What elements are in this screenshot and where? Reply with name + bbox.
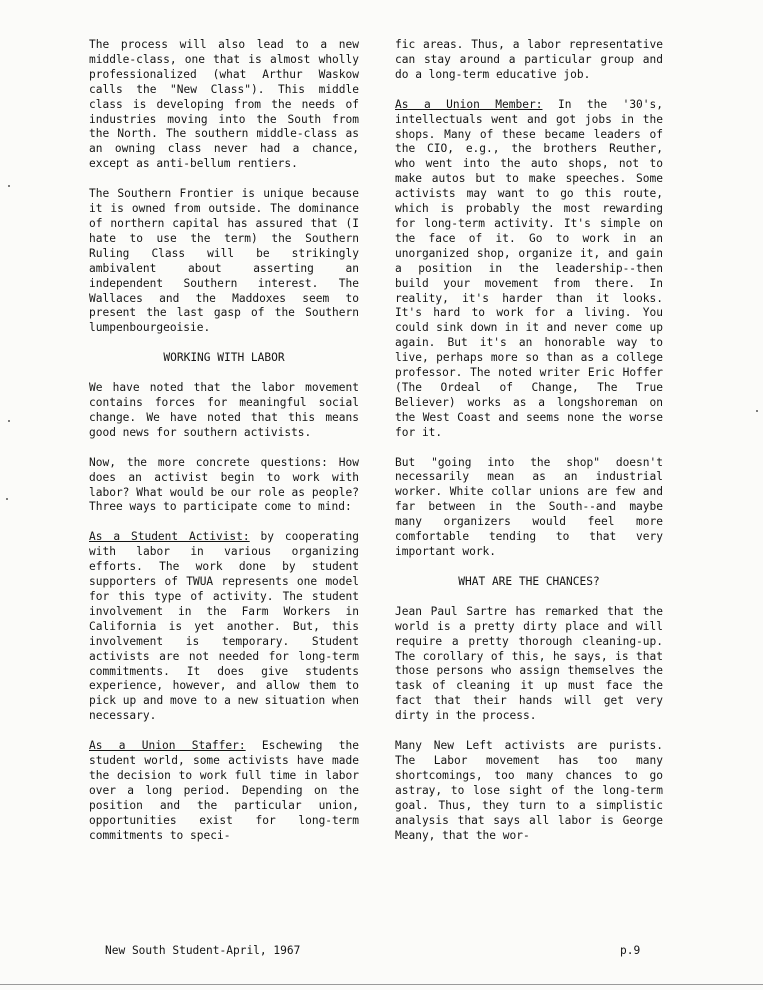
lead-union-member: As a Union Member: bbox=[395, 97, 543, 111]
scan-speck bbox=[756, 410, 758, 412]
lead-union-staffer: As a Union Staffer: bbox=[89, 739, 246, 753]
paragraph-going-into-shop: But "going into the shop" doesn't necessarily mean as an industrial worker. White collar unions are few and far between in the South--and maybe many organizers would feel more comfortable tending to that very important work. bbox=[395, 455, 663, 558]
left-column bbox=[89, 38, 359, 859]
body-union-staffer: Eschewing the student world, some activists have made the decision to work full time in labor over a long period. Depending on the position and the particular union, opportunities exist for long-term commitments to speci- bbox=[89, 739, 359, 842]
scan-speck bbox=[8, 185, 10, 187]
paragraph-labor-movement: We have noted that the labor movement contains forces for meaningful social change. We have noted that this means good news for southern activists. bbox=[89, 381, 359, 439]
paragraph-union-staffer bbox=[89, 739, 359, 843]
paragraph-new-left-purists: Many New Left activists are purists. The Labor movement has too many shortcomings, too many chances to go astray, to lose sight of the long-term goal. Thus, they turn to a simplistic analysis that says all labor is George Meany, that the wor- bbox=[395, 739, 663, 842]
section-heading-working-with-labor: WORKING WITH LABOR bbox=[163, 351, 285, 365]
right-column bbox=[395, 38, 663, 858]
paragraph-concrete-questions: Now, the more concrete questions: How does an activist begin to work with labor? What would be our role as people? Three ways to participate come to mind: bbox=[89, 455, 359, 514]
lead-student-activist: As a Student Activist: bbox=[89, 530, 250, 544]
paragraph-southern-frontier: The Southern Frontier is unique because it is owned from outside. The dominance of northern capital has assured that (I hate to use the term) the Southern Ruling Class will be strikingly ambivalent about asserting an independent Southern interest. The Wallaces and the Maddoxes seem to present the last gasp of the Southern lumpenbourgeoisie. bbox=[89, 187, 359, 335]
scan-bottom-edge bbox=[0, 984, 763, 985]
paragraph-new-middle-class: The process will also lead to a new middle-class, one that is almost wholly professionalized (what Arthur Waskow calls the "New Class"). This middle class is developing from the needs of industries moving into the South from the North. The southern middle-class as an owning class never had a chance, except as anti-bellum rentiers. bbox=[89, 38, 359, 171]
section-heading-what-are-the-chances: WHAT ARE THE CHANCES? bbox=[458, 574, 600, 588]
body-student-activist: by cooperating with labor in various organizing efforts. The work done by student supporters of TWUA represents one model for this type of activity. The student involvement in the Farm Workers in California is yet another. But, this involvement is temporary. Student activists are not needed for long-term commitments. It does give students experience, however, and allow them to pick up and move to a new situation when necessary. bbox=[89, 530, 359, 723]
paragraph-student-activist bbox=[89, 530, 359, 724]
paragraph-union-member bbox=[395, 98, 663, 441]
paragraph-specific-areas: fic areas. Thus, a labor representative can stay around a particular group and do a long-term educative job. bbox=[395, 38, 663, 81]
body-union-member: In the '30's, intellectuals went and got jobs in the shops. Many of these became leaders of the CIO, e.g., the brothers Reuther, who went into the auto shops, not to make autos but to make speeches. Some activists may want to go this route, which is probably the most rewarding for long-term activity. It's simple on the face of it. Go to work in an unorganized shop, organize it, and gain a position in the leadership--then build your movement from there. In reality, it's harder than it looks. It's hard to work for a living. You could sink down in it and never come up again. But it's an honorable way to live, perhaps more so than as a college professor. The noted writer Eric Hoffer (The Ordeal of Change, The True Believer) works as a longshoreman on the West Coast and seems none the worse for it. bbox=[395, 97, 663, 439]
paragraph-sartre: Jean Paul Sartre has remarked that the world is a pretty dirty place and will require a pretty thorough cleaning-up. The corollary of this, he says, is that those persons who assign themselves the task of cleaning it up must face the fact that their hands will get very dirty in the process. bbox=[395, 604, 663, 723]
scan-speck bbox=[6, 498, 8, 500]
scan-speck bbox=[8, 420, 10, 422]
footer-page-number: p.9 bbox=[620, 944, 641, 957]
footer-publication: New South Student-April, 1967 bbox=[105, 944, 301, 957]
